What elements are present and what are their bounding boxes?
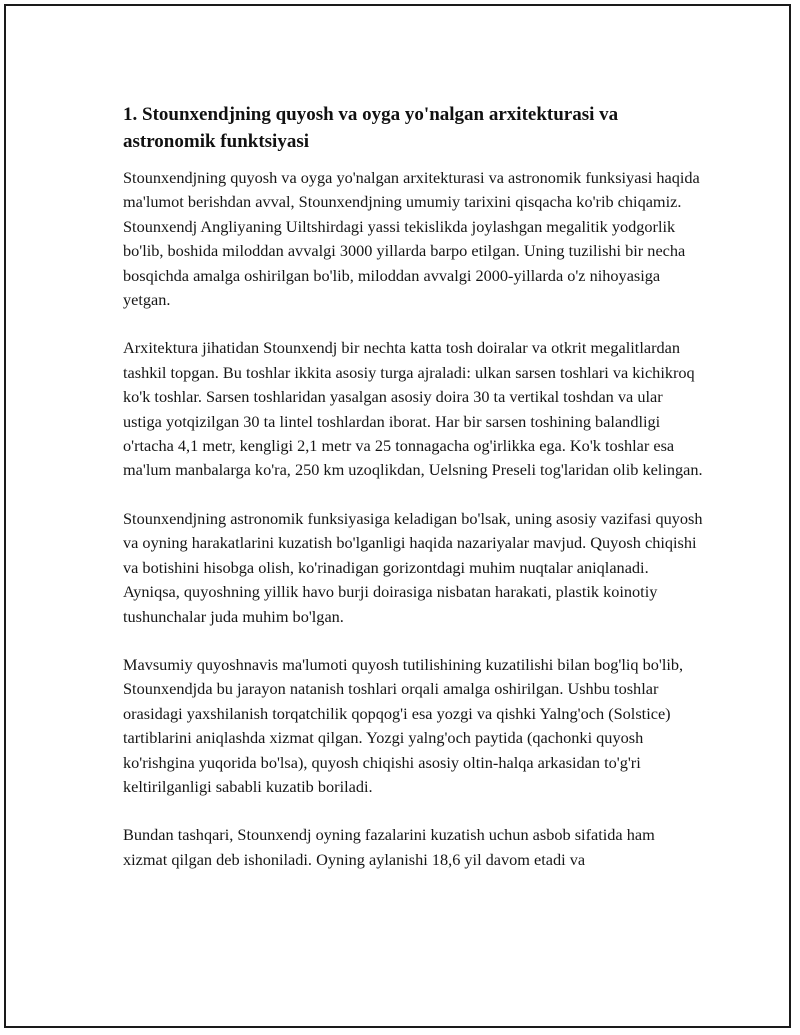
- paragraph-moon-phases: Bundan tashqari, Stounxendj oyning fazalarini kuzatish uchun asbob sifatida ham xizmat qilgan deb ishoniladi. Oyning aylanishi 18,6 yil davom etadi va: [123, 825, 655, 869]
- paragraph-history: Stounxendjning quyosh va oyga yo'nalgan arxitekturasi va astronomik funksiyasi haqida ma'lumot berishdan avval, Stounxendjning umumiy tarixini qisqacha ko'rib chiqamiz. Stounxendj Angliyaning Uiltshirdagi yassi tekislikda joylashgan megalitik yodgorlik bo'lib, boshida miloddan avvalgi 3000 yillarda barpo etilgan. Uning tuzilishi bir necha bosqichda amalga oshirilgan bo'lib, miloddan avvalgi 2000-yillarda o'z nihoyasiga yetgan.: [123, 168, 700, 310]
- paragraph-solstice: Mavsumiy quyoshnavis ma'lumoti quyosh tutilishining kuzatilishi bilan bog'liq bo'lib, Stounxendjda bu jarayon natanish toshlari orqali amalga oshirilgan. Ushbu toshlar orasidagi yaxshilanish torqatchilik qopqog'i esa yozgi va qishki Yalng'och (Solstice) tartiblarini aniqlashda xizmat qilgan. Yozgi yalng'och paytida (qachonki quyosh ko'rishgina yuqorida bo'lsa), quyosh chiqishi asosiy oltin-halqa arkasidan to'g'ri keltirilganligi sababli kuzatib boriladi.: [123, 654, 684, 796]
- paragraph-astronomy: Stounxendjning astronomik funksiyasiga keladigan bo'lsak, uning asosiy vazifasi quyosh va oyning harakatlarini kuzatish bo'lganligi haqida nazariyalar mavjud. Quyosh chiqishi va botishini hisobga olish, ko'rinadigan gorizontdagi muhim nuqtalar aniqlanadi. Ayniqsa, quyoshning yillik havo burji doirasiga nisbatan harakati, plastik koinotiy tushunchalar juda muhim bo'lgan.: [123, 508, 703, 626]
- section-heading: 1. Stounxendjning quyosh va oyga yo'nalgan arxitekturasi va astronomik funktsiyasi: [123, 104, 619, 152]
- page-frame: [4, 4, 791, 1028]
- document-body: [123, 101, 703, 896]
- paragraph-architecture: Arxitektura jihatidan Stounxendj bir nechta katta tosh doiralar va otkrit megalitlardan tashkil topgan. Bu toshlar ikkita asosiy turga ajraladi: ulkan sarsen toshlari va kichikroq ko'k toshlar. Sarsen toshlaridan yasalgan asosiy doira 30 ta vertikal toshdan va ular ustiga yotqizilgan 30 ta lintel toshlardan iborat. Har bir sarsen toshining balandligi o'rtacha 4,1 metr, kengligi 2,1 metr va 25 tonnagacha og'irlikka ega. Ko'k toshlar esa ma'lum manbalarga ko'ra, 250 km uzoqlikdan, Uelsning Preseli tog'laridan olib kelingan.: [123, 338, 703, 480]
